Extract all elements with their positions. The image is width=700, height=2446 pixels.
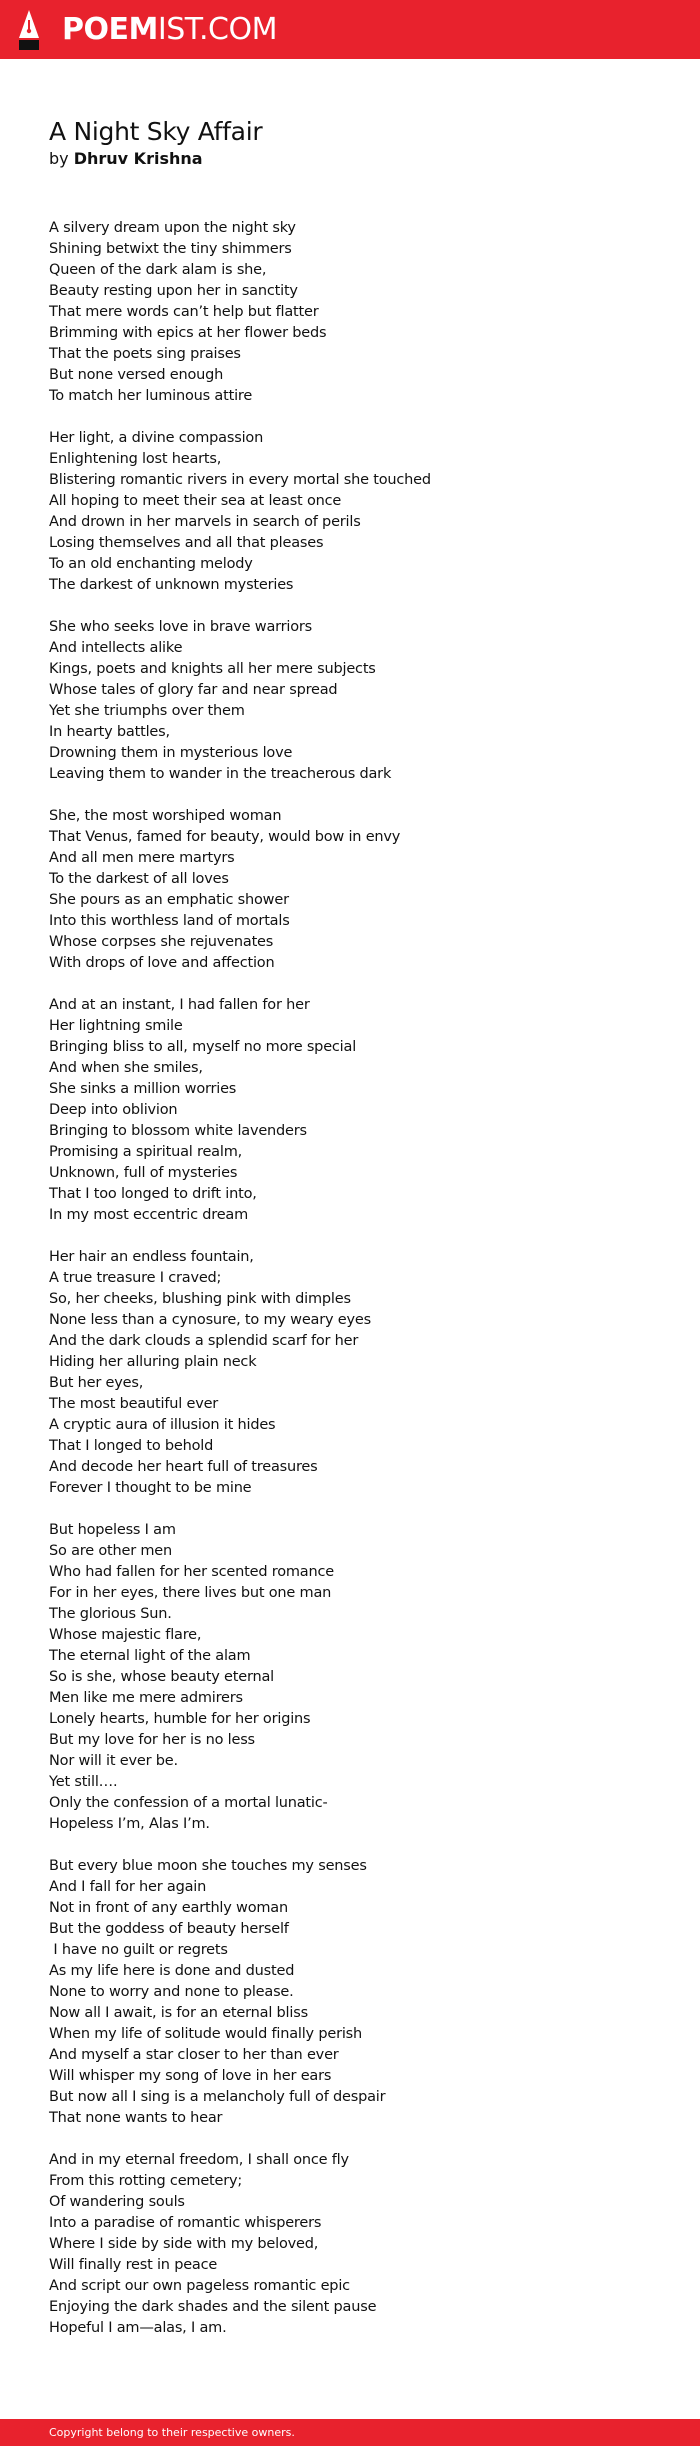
poem-line: And when she smiles, bbox=[49, 1060, 203, 1076]
poem-line: Only the confession of a mortal lunatic- bbox=[49, 1795, 328, 1811]
poem-line: And myself a star closer to her than ever bbox=[49, 2047, 339, 2063]
poem-line: Leaving them to wander in the treacherous dark bbox=[49, 766, 392, 782]
poem-line: Will whisper my song of love in her ears bbox=[49, 2068, 332, 2084]
logo-light-text: IST.COM bbox=[157, 12, 277, 47]
poem-line: Who had fallen for her scented romance bbox=[49, 1564, 334, 1580]
stanza bbox=[49, 428, 669, 596]
poem-line: Bringing to blossom white lavenders bbox=[49, 1123, 307, 1139]
poem-line: That Venus, famed for beauty, would bow in envy bbox=[49, 829, 401, 845]
pen-nib-icon[interactable] bbox=[18, 9, 40, 51]
poem-line: And decode her heart full of treasures bbox=[49, 1459, 318, 1475]
stanza bbox=[49, 806, 669, 974]
poem-line: In my most eccentric dream bbox=[49, 1207, 249, 1223]
poem-line: To an old enchanting melody bbox=[49, 556, 253, 572]
poem-line: Lonely hearts, humble for her origins bbox=[49, 1711, 311, 1727]
poem-line: That I too longed to drift into, bbox=[49, 1186, 257, 1202]
poem-body bbox=[49, 218, 669, 2360]
poem-line: With drops of love and affection bbox=[49, 955, 275, 971]
poem-line: Will finally rest in peace bbox=[49, 2257, 218, 2273]
poem-line: And at an instant, I had fallen for her bbox=[49, 997, 310, 1013]
poem-line: Yet she triumphs over them bbox=[49, 703, 245, 719]
poem-line: Shining betwixt the tiny shimmers bbox=[49, 241, 292, 257]
poem-line: Whose majestic flare, bbox=[49, 1627, 202, 1643]
poem-line: The eternal light of the alam bbox=[49, 1648, 251, 1664]
poem-line: For in her eyes, there lives but one man bbox=[49, 1585, 332, 1601]
poem-line: All hoping to meet their sea at least once bbox=[49, 493, 342, 509]
poem-line: To match her luminous attire bbox=[49, 388, 253, 404]
stanza bbox=[49, 1247, 669, 1499]
poem-line: That mere words can’t help but flatter bbox=[49, 304, 319, 320]
poem-line: But now all I sing is a melancholy full of despair bbox=[49, 2089, 386, 2105]
stanza bbox=[49, 995, 669, 1226]
stanza bbox=[49, 2150, 669, 2339]
poem-line: Not in front of any earthly woman bbox=[49, 1900, 288, 1916]
poem-line: So, her cheeks, blushing pink with dimples bbox=[49, 1291, 351, 1307]
poem-line: And I fall for her again bbox=[49, 1879, 207, 1895]
poem-line: None to worry and none to please. bbox=[49, 1984, 294, 2000]
site-logo[interactable] bbox=[62, 13, 277, 47]
poem-line: Into a paradise of romantic whisperers bbox=[49, 2215, 322, 2231]
logo-bold-text: POEM bbox=[62, 12, 158, 47]
poem-line: And all men mere martyrs bbox=[49, 850, 235, 866]
site-header bbox=[0, 0, 700, 59]
poem-line: Hopeless I’m, Alas I’m. bbox=[49, 1816, 210, 1832]
poem-line: So is she, whose beauty eternal bbox=[49, 1669, 274, 1685]
poem-line: Enlightening lost hearts, bbox=[49, 451, 222, 467]
poem-line: So are other men bbox=[49, 1543, 173, 1559]
poem-line: That none wants to hear bbox=[49, 2110, 223, 2126]
poem-line: In hearty battles, bbox=[49, 724, 170, 740]
poem-line: Forever I thought to be mine bbox=[49, 1480, 252, 1496]
poem-line: I have no guilt or regrets bbox=[49, 1942, 228, 1958]
poem-line: Deep into oblivion bbox=[49, 1102, 178, 1118]
poem-line: Losing themselves and all that pleases bbox=[49, 535, 324, 551]
poem-line: But the goddess of beauty herself bbox=[49, 1921, 289, 1937]
poem-line: Her light, a divine compassion bbox=[49, 430, 264, 446]
poem-line: Where I side by side with my beloved, bbox=[49, 2236, 319, 2252]
poem-line: Beauty resting upon her in sanctity bbox=[49, 283, 298, 299]
poem-line: But none versed enough bbox=[49, 367, 224, 383]
author-name[interactable]: Dhruv Krishna bbox=[73, 149, 203, 168]
poem-line: Whose corpses she rejuvenates bbox=[49, 934, 274, 950]
poem-line: Of wandering souls bbox=[49, 2194, 185, 2210]
poem-line: That the poets sing praises bbox=[49, 346, 241, 362]
poem-line: And in my eternal freedom, I shall once fly bbox=[49, 2152, 349, 2168]
poem-line: Her hair an endless fountain, bbox=[49, 1249, 254, 1265]
poem-line: When my life of solitude would finally perish bbox=[49, 2026, 363, 2042]
stanza bbox=[49, 1520, 669, 1835]
poem-line: Unknown, full of mysteries bbox=[49, 1165, 238, 1181]
poem-title: A Night Sky Affair bbox=[49, 117, 263, 146]
poem-line: Promising a spiritual realm, bbox=[49, 1144, 243, 1160]
poem-line: Hiding her alluring plain neck bbox=[49, 1354, 257, 1370]
poem-line: The glorious Sun. bbox=[49, 1606, 172, 1622]
poem-line: But her eyes, bbox=[49, 1375, 144, 1391]
byline bbox=[49, 149, 203, 169]
poem-line: Drowning them in mysterious love bbox=[49, 745, 293, 761]
poem-line: She who seeks love in brave warriors bbox=[49, 619, 313, 635]
poem-line: Kings, poets and knights all her mere subjects bbox=[49, 661, 376, 677]
poem-line: As my life here is done and dusted bbox=[49, 1963, 295, 1979]
copyright-notice: Copyright belong to their respective owners. bbox=[49, 2426, 295, 2439]
poem-line: From this rotting cemetery; bbox=[49, 2173, 243, 2189]
poem-line: And drown in her marvels in search of perils bbox=[49, 514, 361, 530]
poem-line: A silvery dream upon the night sky bbox=[49, 220, 296, 236]
poem-line: She pours as an emphatic shower bbox=[49, 892, 289, 908]
poem-line: Into this worthless land of mortals bbox=[49, 913, 290, 929]
poem-line: Brimming with epics at her flower beds bbox=[49, 325, 327, 341]
stanza bbox=[49, 617, 669, 785]
stanza bbox=[49, 218, 669, 407]
poem-line: To the darkest of all loves bbox=[49, 871, 229, 887]
poem-line: Her lightning smile bbox=[49, 1018, 183, 1034]
poem-line: Blistering romantic rivers in every mortal she touched bbox=[49, 472, 431, 488]
by-label: by bbox=[49, 149, 74, 168]
poem-line: None less than a cynosure, to my weary eyes bbox=[49, 1312, 371, 1328]
poem-line: But hopeless I am bbox=[49, 1522, 176, 1538]
poem-line: But every blue moon she touches my senses bbox=[49, 1858, 367, 1874]
poem-line: Bringing bliss to all, myself no more special bbox=[49, 1039, 357, 1055]
poem-line: Hopeful I am—alas, I am. bbox=[49, 2320, 227, 2336]
poem-line: Queen of the dark alam is she, bbox=[49, 262, 267, 278]
stanza bbox=[49, 1856, 669, 2129]
poem-line: Now all I await, is for an eternal bliss bbox=[49, 2005, 308, 2021]
poem-line: A true treasure I craved; bbox=[49, 1270, 222, 1286]
poem-line: Nor will it ever be. bbox=[49, 1753, 178, 1769]
poem-line: A cryptic aura of illusion it hides bbox=[49, 1417, 276, 1433]
poem-line: The most beautiful ever bbox=[49, 1396, 219, 1412]
site-footer bbox=[0, 2419, 700, 2446]
poem-line: And intellects alike bbox=[49, 640, 183, 656]
poem-line: She, the most worshiped woman bbox=[49, 808, 282, 824]
poem-line: The darkest of unknown mysteries bbox=[49, 577, 294, 593]
poem-line: Men like me mere admirers bbox=[49, 1690, 243, 1706]
poem-line: She sinks a million worries bbox=[49, 1081, 237, 1097]
poem-line: That I longed to behold bbox=[49, 1438, 214, 1454]
poem-line: And script our own pageless romantic epic bbox=[49, 2278, 350, 2294]
poem-line: And the dark clouds a splendid scarf for her bbox=[49, 1333, 359, 1349]
poem-line: Enjoying the dark shades and the silent pause bbox=[49, 2299, 377, 2315]
poem-line: Whose tales of glory far and near spread bbox=[49, 682, 338, 698]
poem-line: Yet still…. bbox=[49, 1774, 118, 1790]
poem-line: But my love for her is no less bbox=[49, 1732, 255, 1748]
